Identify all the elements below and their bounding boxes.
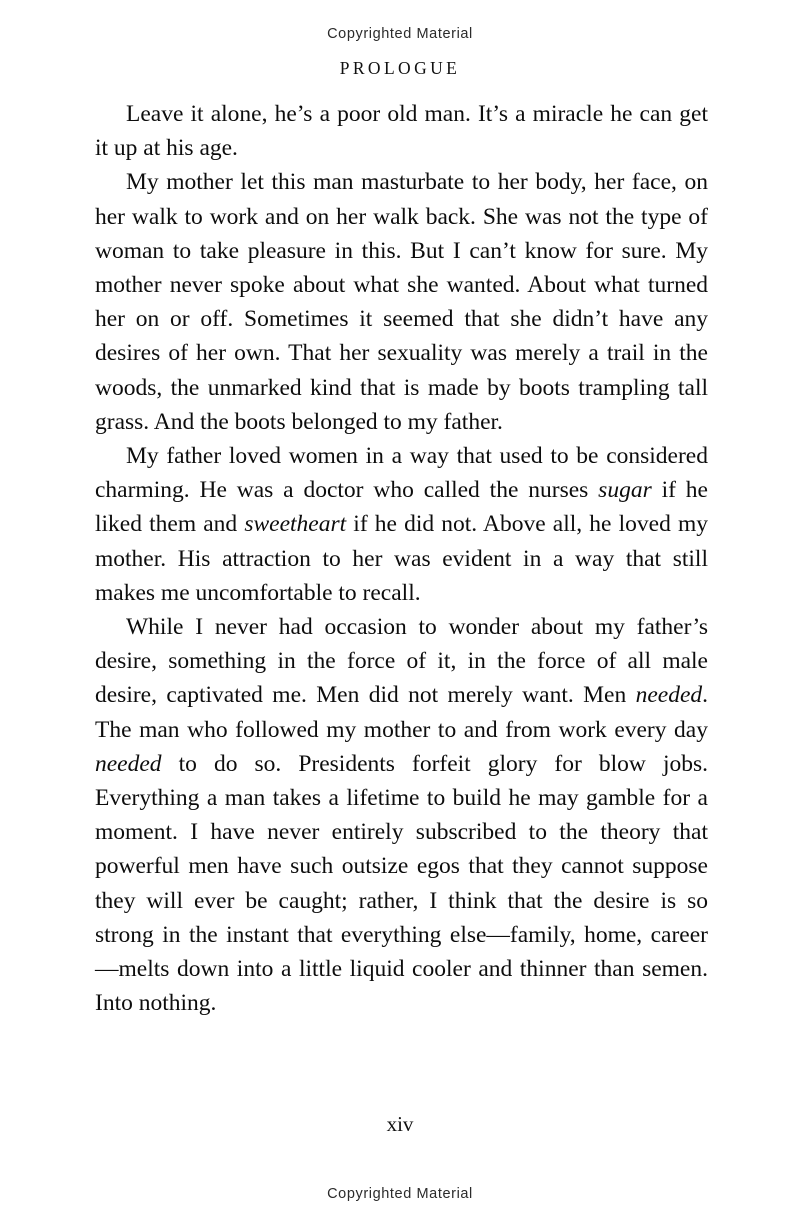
emphasized-text: needed — [95, 750, 162, 777]
paragraph: While I never had occasion to wonder about my father’s desire, something in the force of it, in the force of all male desire, captivated me. Men did not merely want. Men needed. The man who followed my mother to and from work every day needed to do so. Presidents forfeit glory for blow jobs. Everything a man takes a lifetime to build he may gamble for a moment. I have never entirely subscribed to the theory that powerful men have such outsize egos that they cannot suppose they will ever be caught; rather, I think that the desire is so strong in the instant that everything else—family, home, career—melts down into a little liquid cooler and thinner than semen. Into nothing. — [95, 614, 708, 1017]
emphasized-text: needed — [635, 682, 703, 709]
paragraph: My father loved women in a way that used to be considered charming. He was a doctor who called the nurses sugar if he liked them and sweetheart if he did not. Above all, he loved my mother. His attraction to her was evident in a way that still makes me uncomfortable to recall. — [95, 443, 708, 606]
emphasized-text: sweetheart — [244, 511, 347, 538]
copyright-watermark-bottom: Copyrighted Material — [327, 1186, 473, 1202]
paragraph: My mother let this man masturbate to her body, her face, on her walk to work and on her walk back. She was not the type of woman to take pleasure in this. But I can’t know for sure. My mother never spoke about what she wanted. About what turned her on or off. Sometimes it seemed that she didn’t have any desires of her own. That her sexuality was merely a trail in the woods, the unmarked kind that is made by boots trampling tall grass. And the boots belonged to my father. — [95, 169, 708, 435]
body-text — [95, 97, 708, 1020]
page-number: xiv — [386, 1112, 414, 1136]
paragraph: Leave it alone, he’s a poor old man. It’s a miracle he can get it up at his age. — [95, 101, 708, 162]
copyright-watermark-top: Copyrighted Material — [327, 26, 473, 42]
running-head: PROLOGUE — [339, 58, 461, 78]
emphasized-text: sugar — [598, 477, 652, 504]
